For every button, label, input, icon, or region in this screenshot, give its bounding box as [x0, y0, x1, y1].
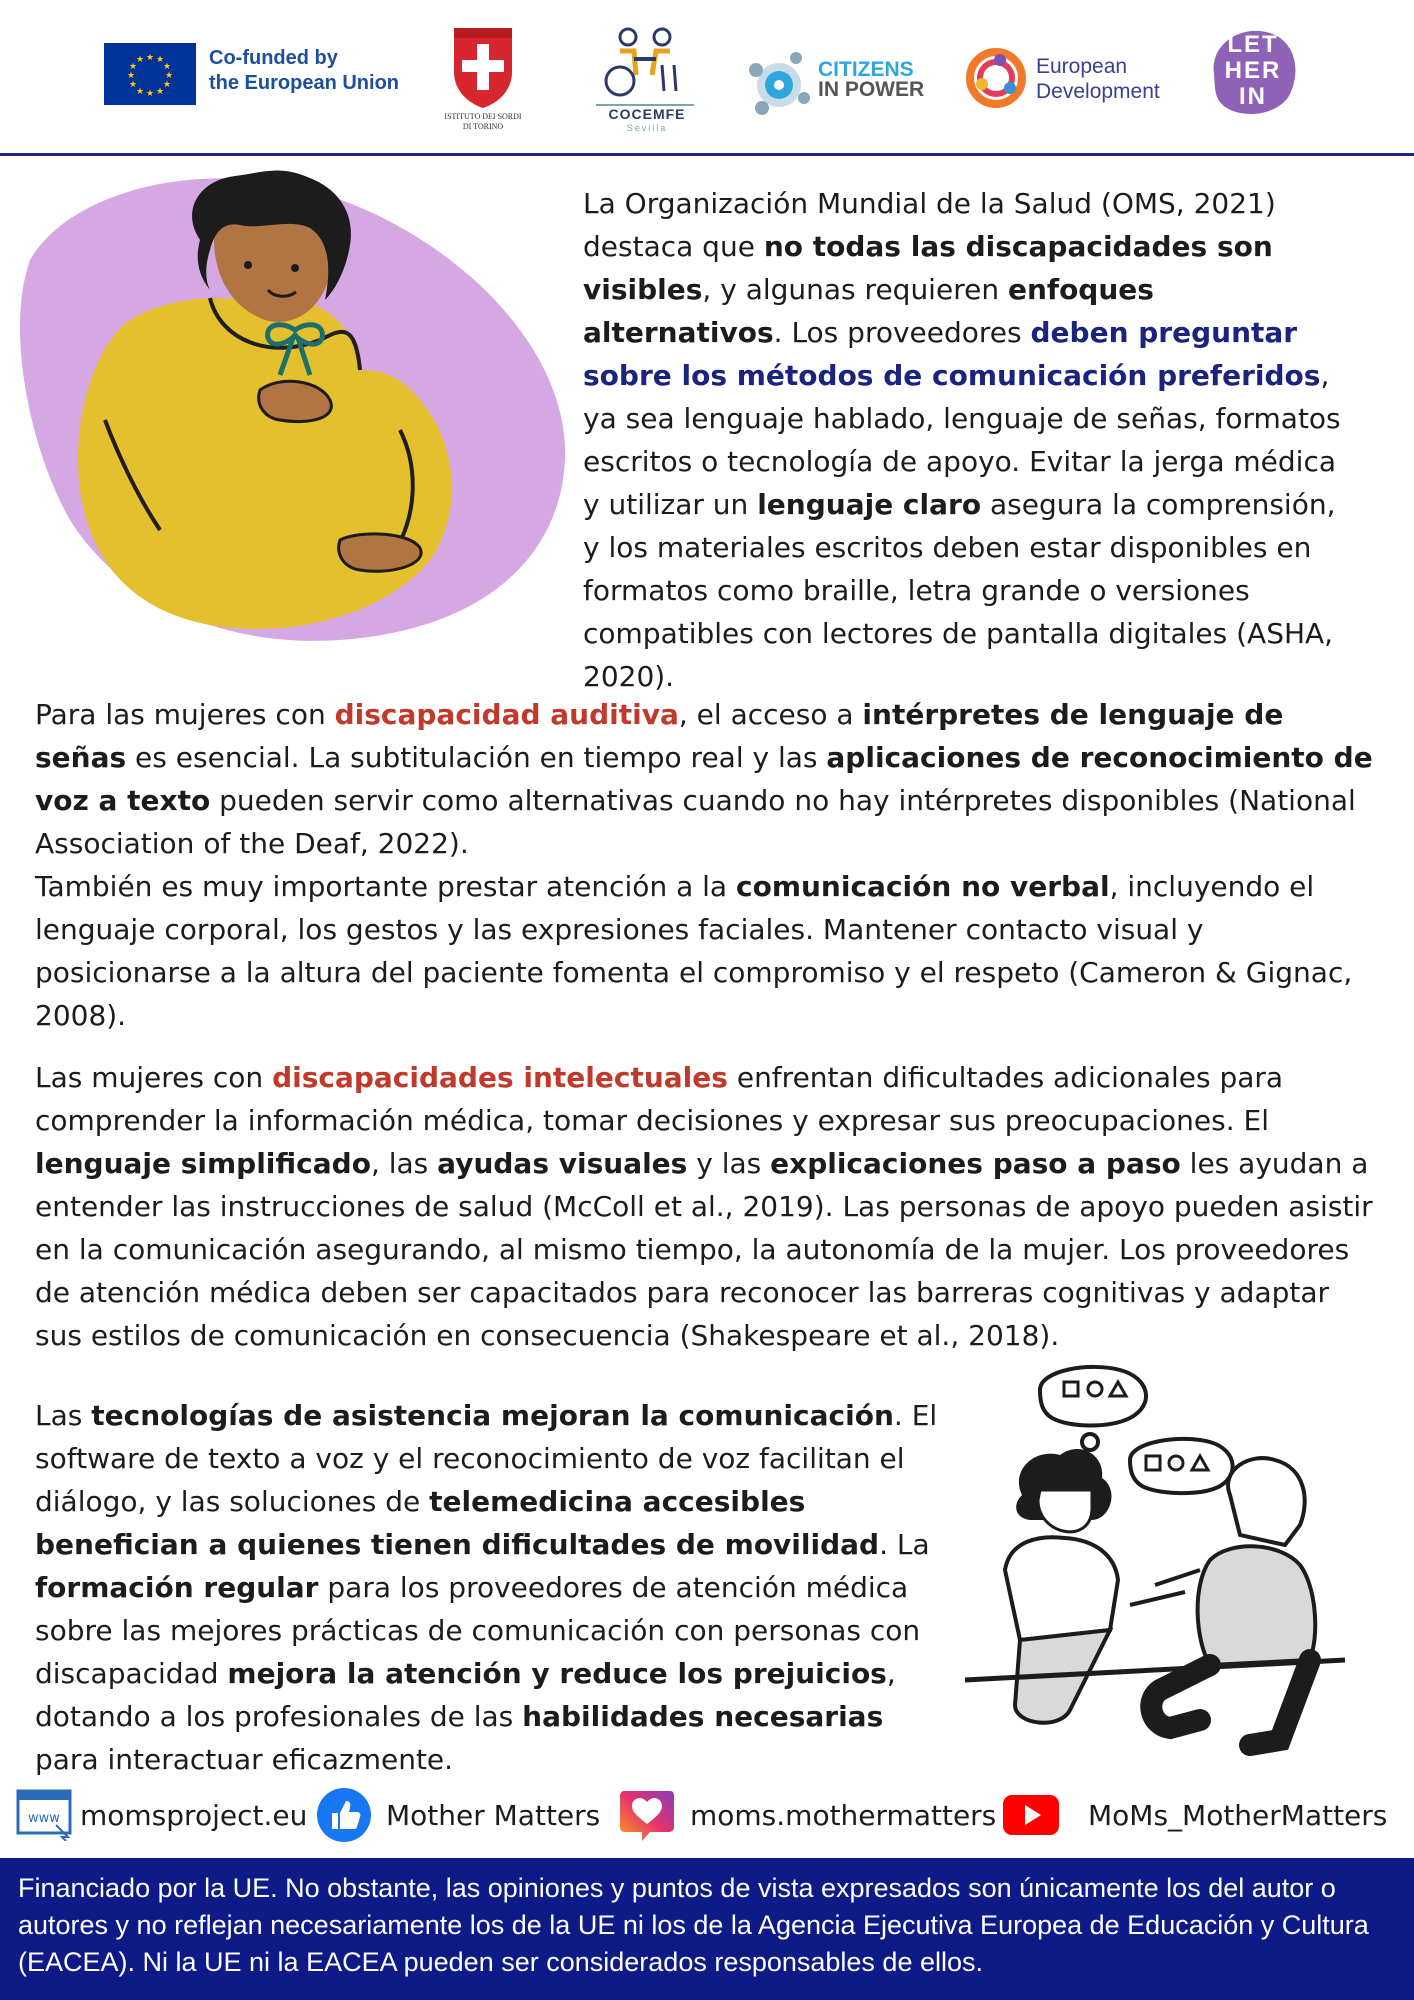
p3-text-1: Las mujeres con	[35, 1061, 273, 1094]
paragraph-assistive-technology	[35, 1394, 955, 1781]
p3-text-2: enfrentan dificultades adicionales para comprender la información médica, tomar decisiones y expresar sus preocupaciones. El	[35, 1061, 1284, 1137]
p1-text-5: asegura la comprensión, y los materiales escritos deben estar disponibles en formatos como braille, letra grande o versiones compatibles con lectores de pantalla digitales (ASHA, 2020).	[583, 488, 1336, 693]
svg-text:★: ★	[145, 89, 155, 99]
lethe-line3: IN	[1239, 83, 1267, 110]
p2-bold-3: comunicación no verbal	[735, 870, 1110, 903]
lethe-line1: LET	[1227, 31, 1279, 58]
p2-text-6: , incluyendo el lenguaje corporal, los gestos y las expresiones faciales. Mantener contacto visual y posicionarse a la altura del paciente fomenta el compromiso y el respeto (Cameron & Gignac, 2008).	[35, 870, 1353, 1032]
svg-text:★: ★	[128, 80, 138, 90]
citizens-in-power-label	[818, 60, 924, 100]
p3-text-5: les ayudan a entender las instrucciones de salud (McColl et al., 2019). Las personas de apoyo pueden asistir en la comunicación asegurando, al mismo tiempo, la autonomía de la mujer. Los proveedores de atención médica deben ser capacitados para reconocer las barreras cognitivas y adaptar sus estilos de comunicación en consecuencia (Shakespeare et al., 2018).	[35, 1147, 1373, 1352]
pregnant-woman-illustration	[10, 170, 570, 645]
instagram-heart-icon	[618, 1787, 676, 1843]
citizens-line2: IN POWER	[818, 78, 925, 101]
svg-text:★: ★	[155, 87, 165, 97]
eu-cofunded-label	[209, 46, 399, 96]
torino-line1: ISTITUTO DEI SORDI	[444, 112, 522, 121]
p3-bold-3: explicaciones paso a paso	[770, 1147, 1181, 1180]
p1-text-4: , ya sea lenguaje hablado, lenguaje de señas, formatos escritos o tecnología de apoyo. Evitar la jerga médica y utilizar un	[583, 359, 1341, 521]
let-her-in-label	[1204, 32, 1302, 110]
header-divider	[0, 153, 1414, 156]
svg-text:★: ★	[135, 55, 145, 65]
p4-bold-3: formación regular	[35, 1571, 319, 1604]
p4-bold-2: telemedicina accesibles benefician a quienes tienen dificultades de movilidad	[35, 1485, 880, 1561]
p4-text-2: . El software de texto a voz y el reconocimiento de voz facilitan el diálogo, y las soluciones de	[35, 1399, 938, 1518]
youtube-play-icon	[1002, 1793, 1060, 1837]
website-link[interactable]	[16, 1790, 307, 1840]
p3-text-4: y las	[687, 1147, 771, 1180]
paragraph-intellectual-disability	[35, 1056, 1375, 1357]
p3-bold-1: lenguaje simplificado	[35, 1147, 371, 1180]
svg-text:★: ★	[164, 71, 174, 81]
p3-text-3: , las	[370, 1147, 438, 1180]
p2-bold-2: aplicaciones de reconocimiento de voz a texto	[35, 741, 1373, 817]
european-development-icon	[964, 46, 1028, 110]
svg-text:★: ★	[126, 71, 136, 81]
p2-text-3: es esencial. La subtitulación en tiempo real y las	[126, 741, 827, 774]
eurodev-line1: European	[1036, 55, 1128, 78]
social-links-bar	[0, 1790, 1414, 1840]
eu-label-line1: Co-funded by	[209, 47, 338, 69]
cocemfe-subtitle: Sevilla	[626, 123, 668, 133]
p1-text-1: La Organización Mundial de la Salud (OMS, 2021) destaca que	[583, 187, 1276, 263]
p4-bold-1: tecnologías de asistencia mejoran la comunicación	[91, 1399, 894, 1432]
conversation-illustration	[960, 1360, 1350, 1780]
youtube-label: MoMs_MotherMatters	[1088, 1798, 1388, 1832]
paragraph-invisible-disabilities	[583, 182, 1343, 698]
lethe-line2: HER	[1224, 57, 1282, 84]
website-label: momsproject.eu	[80, 1798, 308, 1832]
p1-bold-1: no todas las discapacidades son visibles	[583, 230, 1273, 306]
cocemfe-logo-icon	[590, 25, 700, 107]
svg-text:★: ★	[145, 53, 155, 63]
p4-text-4: para los proveedores de atención médica sobre las mejores prácticas de comunicación con personas con discapacidad	[35, 1571, 921, 1690]
p1-bold-3: lenguaje claro	[757, 488, 982, 521]
instagram-label: moms.mothermatters	[690, 1798, 997, 1832]
p4-text-3: . La	[879, 1528, 930, 1561]
citizens-in-power-icon	[744, 48, 814, 118]
p4-bold-5: habilidades necesarias	[522, 1700, 884, 1733]
torino-label	[430, 112, 536, 132]
p1-text-3: . Los proveedores	[773, 316, 1031, 349]
p2-bold-1: intérpretes de lenguaje de señas	[35, 698, 1284, 774]
facebook-link[interactable]	[316, 1790, 600, 1840]
eurodev-line2: Development	[1036, 80, 1160, 103]
p2-text-5: También es muy importante prestar atención a la	[35, 870, 736, 903]
p1-text-2: , y algunas requieren	[702, 273, 1008, 306]
p2-text-1: Para las mujeres con	[35, 698, 335, 731]
youtube-link[interactable]	[1002, 1790, 1387, 1840]
p4-text-1: Las	[35, 1399, 92, 1432]
p4-text-5: , dotando a los profesionales de las	[35, 1657, 896, 1733]
eu-label-line2: the European Union	[209, 72, 399, 94]
p1-bold-2: enfoques alternativos	[583, 273, 1154, 349]
torino-line2: DI TORINO	[462, 122, 504, 131]
p2-highlight-red: discapacidad auditiva	[334, 698, 679, 731]
facebook-like-icon	[316, 1787, 372, 1843]
european-development-label	[1036, 54, 1160, 104]
instagram-link[interactable]	[618, 1790, 996, 1840]
p1-highlight-navy: deben preguntar sobre los métodos de comunicación preferidos	[583, 316, 1321, 392]
svg-text:★: ★	[162, 62, 172, 72]
p4-text-6: para interactuar eficazmente.	[35, 1743, 454, 1776]
svg-text:★: ★	[162, 80, 172, 90]
p3-highlight-red: discapacidades intelectuales	[272, 1061, 728, 1094]
paragraph-hearing-disability	[35, 693, 1375, 1037]
svg-text:www: www	[28, 1811, 60, 1826]
eu-flag-logo	[104, 43, 196, 105]
facebook-label: Mother Matters	[386, 1798, 601, 1832]
citizens-line1: CITIZENS	[818, 58, 914, 81]
web-browser-icon	[16, 1789, 74, 1841]
p3-bold-2: ayudas visuales	[437, 1147, 688, 1180]
p2-text-2: , el acceso a	[678, 698, 863, 731]
torino-shield-logo	[450, 24, 516, 110]
p2-text-4: pueden servir como alternativas cuando no hay intérpretes disponibles (National Association of the Deaf, 2022).	[35, 784, 1356, 860]
svg-text:★: ★	[155, 55, 165, 65]
p4-bold-4: mejora la atención y reduce los prejuicios	[227, 1657, 887, 1690]
cocemfe-name: COCEMFE	[608, 106, 686, 122]
disclaimer-text: Financiado por la UE. No obstante, las opiniones y puntos de vista expresados son únicamente los del autor o autores y no reflejan necesariamente los de la UE ni los de la Agencia Ejecutiva Europea de Educación y Cultura (EACEA). Ni la UE ni la EACEA pueden ser considerados responsables de ellos.	[18, 1873, 1369, 1977]
svg-text:★: ★	[135, 87, 145, 97]
svg-text:★: ★	[128, 62, 138, 72]
